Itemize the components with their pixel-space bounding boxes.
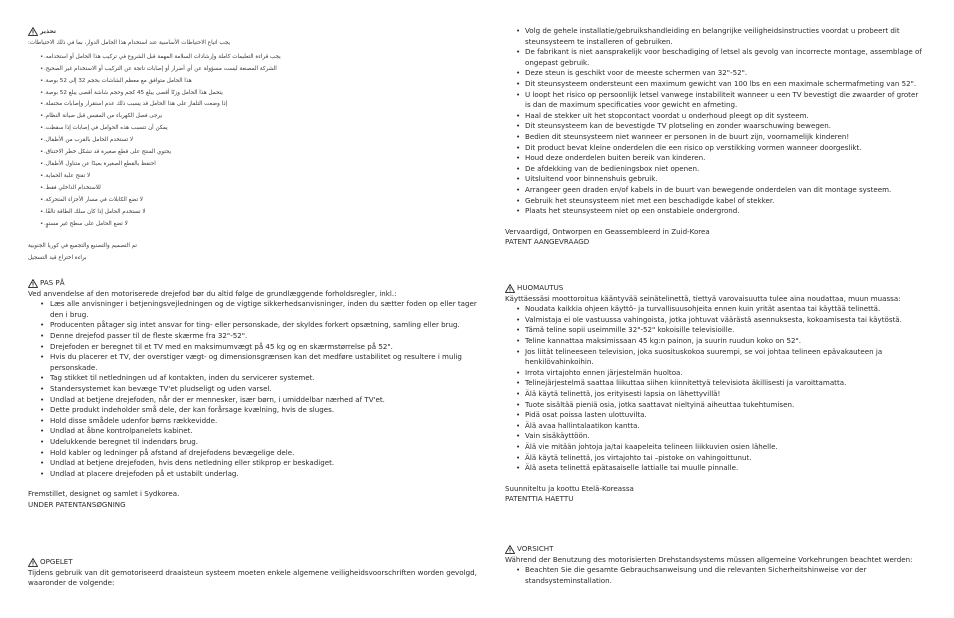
german-intro: Während der Benutzung des motorisierten Drehstandsystems müssen allgemeine Vorkehrungen beachtet werden: (505, 554, 913, 564)
list-item: • Tämä teline sopii useimmille 32"-52" kokoisille televisioille. (505, 325, 925, 336)
list-item: • Uitsluitend voor binnenshuis gebruik. (505, 174, 925, 185)
danish-footer-patent: UNDER PATENTANSØGNING (28, 499, 126, 509)
list-item: • يجب قراءة التعليمات كاملة وإرشادات السلامة المهمة قبل الشروع في تركيب هذا الحامل أو استخدامه. (28, 52, 480, 64)
list-item: • Læs alle anvisninger i betjeningsvejledningen og de vigtige sikkerhedsanvisninger, inden du sætter foden op eller tager den i brug. (28, 299, 480, 320)
list-item: • لا تفتح علبة الحماية. (28, 171, 480, 183)
warning-triangle-icon (505, 284, 515, 293)
list-item: • Gebruik het steunsysteem niet met een beschadigde kabel of stekker. (505, 196, 925, 207)
list-item: • Dit steunsysteem kan de bevestigde TV plotseling en zonder waarschuwing bewegen. (505, 121, 925, 132)
list-item: • Tuote sisältää pieniä osia, jotka saattavat nieltyinä aiheuttaa tukehtumisen. (505, 400, 925, 411)
list-item: • Tag stikket til netledningen ud af kontakten, inden du servicerer systemet. (28, 373, 480, 384)
list-item: • Haal de stekker uit het stopcontact voordat u onderhoud pleegt op dit systeem. (505, 111, 925, 122)
list-item: • Houd deze onderdelen buiten bereik van kinderen. (505, 153, 925, 164)
list-item: • De afdekking van de bedieningsbox niet openen. (505, 164, 925, 175)
list-item: • Producenten påtager sig intet ansvar for ting- eller personskade, der skyldes forkert opsætning, samling eller brug. (28, 320, 480, 331)
list-item: • لا تضع الحامل على سطح غير مستوٍ. (28, 219, 480, 231)
warning-triangle-icon (28, 27, 38, 36)
list-item: • Jos liität telineeseen television, joka suosituskokoa suurempi, se voi johtaa telineen epävakauteen ja henkilövahinkoihin. (505, 347, 925, 368)
list-item: • Älä käytä telinettä, jos virtajohto tai –pistoke on vahingoittunut. (505, 453, 925, 464)
dutch-list-section (505, 26, 925, 248)
arabic-footer-patent: براءة اختراع قيد التسجيل (28, 255, 87, 262)
dutch-intro: Tijdens gebruik van dit gemotoriseerd draaisteun systeem moeten enkele algemene veiligheidsvoorschriften worden gevolgd, waaronder de volgende: (28, 567, 477, 588)
finnish-intro: Käyttäessäsi moottoroitua kääntyvää seinätelinettä, tiettyä varovaisuutta tulee aina noudattaa, muun muassa: (505, 293, 901, 303)
list-item: • لا تضع الكابلات في مسار الأجزاء المتحركة. (28, 195, 480, 207)
list-item: • لا تستخدم الحامل إذا كان سلك الطاقة تالفًا. (28, 207, 480, 219)
list-item: • إذا وضعت التلفاز على هذا الحامل قد يسبب ذلك عدم استقرار وإصابات محتملة. (28, 99, 480, 111)
list-item: • Undlad at åbne kontrolpanelets kabinet. (28, 426, 480, 437)
list-item: • Standersystemet kan bevæge TV'et pludseligt og uden varsel. (28, 384, 480, 395)
list-item: • للاستخدام الداخلي فقط. (28, 183, 480, 195)
list-item: • Deze steun is geschikt voor de meeste schermen van 32"-52". (505, 68, 925, 79)
german-warning-section (505, 544, 925, 586)
dutch-heading (28, 557, 480, 568)
list-item: • Undlad at betjene drejefoden, når der er mennesker, især børn, i umiddelbar nærhed af TV'et. (28, 395, 480, 406)
list-item: • Drejefoden er beregnet til et TV med en maksimumvægt på 45 kg og en skærmstørrelse på 52". (28, 342, 480, 353)
finnish-footer-patent: PATENTTIA HAETTU (505, 494, 574, 504)
list-item: • الشركة المصنعة ليست مسؤولة عن أي أضرار أو إصابات ناتجة عن التركيب أو الاستخدام غير الصحيح. (28, 64, 480, 76)
list-item: • Telinejärjestelmä saattaa liikuttaa siihen kiinnitettyä televisiota äkillisesti ja varoittamatta. (505, 378, 925, 389)
list-item: • احتفظ بالقطع الصغيرة بعيدًا عن متناول الأطفال. (28, 159, 480, 171)
list-item: • Noudata kaikkia ohjeen käyttö- ja turvallisuusohjeita ennen kuin yrität asentaa tai käyttää telinettä. (505, 304, 925, 315)
list-item: • Plaats het steunsysteem niet op een onstabiele ondergrond. (505, 206, 925, 217)
arabic-heading (28, 26, 480, 38)
warning-triangle-icon (28, 558, 38, 567)
list-item: • Undlad at betjene drejefoden, hvis dens netledning eller stikprop er beskadiget. (28, 458, 480, 469)
danish-list (28, 299, 480, 479)
finnish-footer-origin: Suunniteltu ja koottu Etelä-Koreassa (505, 483, 634, 493)
list-item: • U loopt het risico op persoonlijk letsel vanwege instabiliteit wanneer u een TV bevestigt die zwaarder of groter is dan de maximum specificaties voor gewicht en afmeting. (505, 90, 925, 111)
list-item: • Älä vie mitään johtoja ja/tai kaapeleita telineen liikkuvien osien lähelle. (505, 442, 925, 453)
dutch-warning-section-start (28, 557, 480, 589)
arabic-warning-section (28, 26, 480, 265)
arabic-intro: يجب اتباع الاحتياطات الأساسية عند استخدام هذا الحامل الدوار، بما في ذلك الاحتياطات: (28, 39, 231, 46)
arabic-list (28, 52, 480, 231)
list-item: • Hvis du placerer et TV, der overstiger vægt- og dimensionsgrænsen kan det medføre ustabilitet og resultere i mulig personskade. (28, 352, 480, 373)
dutch-heading-text: OPGELET (40, 557, 73, 566)
arabic-heading-text: تحذير (40, 28, 57, 35)
list-item: • Beachten Sie die gesamte Gebrauchsanweisung und die relevanten Sicherheitshinweise vor der standsysteminstallation. (505, 565, 925, 586)
warning-triangle-icon (505, 545, 515, 554)
list-item: • Älä aseta telinettä epätasaiselle lattialle tai muulle pinnalle. (505, 463, 925, 474)
list-item: • Hold disse smådele udenfor børns rækkevidde. (28, 416, 480, 427)
arabic-footer-origin: تم التصميم والتصنيع والتجميع في كوريا الجنوبية (28, 243, 137, 250)
dutch-footer-patent: PATENT AANGEVRAAGD (505, 237, 590, 247)
list-item: • Volg de gehele installatie/gebruikshandleiding en belangrijke veiligheidsinstructies voordat u probeert dit steunsysteem te installeren of gebruiken. (505, 26, 925, 47)
list-item: • Älä avaa hallintalaatikon kantta. (505, 421, 925, 432)
finnish-list (505, 304, 925, 474)
list-item: • Dit steunsysteem ondersteunt een maximum gewicht van 100 lbs en een maximale schermafmeting van 52". (505, 79, 925, 90)
list-item: • Valmistaja ei ole vastuussa vahingoista, jotka johtuvat väärästä asennuksesta, kokoamisesta tai käytöstä. (505, 315, 925, 326)
list-item: • لا تستخدم الحامل بالقرب من الأطفال. (28, 135, 480, 147)
finnish-heading-text: HUOMAUTUS (517, 283, 564, 292)
list-item: • يمكن أن تتسبب هذه الحوامل في إصابات إذا سقطت. (28, 123, 480, 135)
list-item: • Undlad at placere drejefoden på et ustabilt underlag. (28, 469, 480, 480)
list-item: • هذا الحامل متوافق مع معظم الشاشات بحجم 32 إلى 52 بوصة. (28, 76, 480, 88)
warning-triangle-icon (28, 279, 38, 288)
danish-heading-text: PAS PÅ (40, 278, 65, 287)
list-item: • Dit product bevat kleine onderdelen die een risico op verstikking vormen wanneer doorgeslikt. (505, 143, 925, 154)
list-item: • Älä käytä telinettä, jos erityisesti lapsia on lähettyvillä! (505, 389, 925, 400)
german-heading (505, 544, 925, 555)
list-item: • يتحمل هذا الحامل وزنًا أقصى يبلغ 45 كجم وحجم شاشة أقصى يبلغ 52 بوصة. (28, 88, 480, 100)
list-item: • Vain sisäkäyttöön. (505, 431, 925, 442)
list-item: • يرجى فصل الكهرباء من المقبس قبل صيانة النظام. (28, 111, 480, 123)
list-item: • Hold kabler og ledninger på afstand af drejefodens bevægelige dele. (28, 448, 480, 459)
finnish-warning-section (505, 283, 925, 505)
list-item: • يحتوي المنتج على قطع صغيرة قد تشكل خطر الاختناق. (28, 147, 480, 159)
dutch-list (505, 26, 925, 217)
list-item: • Teline kannattaa maksimissaan 45 kg:n painon, ja suurin ruudun koko on 52". (505, 336, 925, 347)
danish-footer-origin: Fremstillet, designet og samlet i Sydkorea. (28, 489, 180, 499)
list-item: • De fabrikant is niet aansprakelijk voor beschadiging of letsel als gevolg van incorrecte montage, assemblage of ongepast gebruik. (505, 47, 925, 68)
list-item: • Dette produkt indeholder små dele, der kan forårsage kvælning, hvis de sluges. (28, 405, 480, 416)
finnish-heading (505, 283, 925, 294)
german-list (505, 565, 925, 586)
list-item: • Arrangeer geen draden en/of kabels in de buurt van bewegende onderdelen van dit montage systeem. (505, 185, 925, 196)
list-item: • Pidä osat poissa lasten ulottuvilta. (505, 410, 925, 421)
german-heading-text: VORSICHT (517, 544, 554, 553)
dutch-footer-origin: Vervaardigd, Ontworpen en Geassembleerd in Zuid-Korea (505, 226, 710, 236)
list-item: • Udelukkende beregnet til indendørs brug. (28, 437, 480, 448)
danish-warning-section (28, 278, 480, 510)
list-item: • Irrota virtajohto ennen järjestelmän huoltoa. (505, 368, 925, 379)
danish-heading (28, 278, 480, 289)
list-item: • Denne drejefod passer til de fleste skærme fra 32"-52". (28, 331, 480, 342)
list-item: • Bedien dit steunsysteem niet wanneer er personen in de buurt zijn, voornamelijk kinderen! (505, 132, 925, 143)
danish-intro: Ved anvendelse af den motoriserede drejefod bør du altid følge de grundlæggende forholdsregler, inkl.: (28, 288, 397, 298)
